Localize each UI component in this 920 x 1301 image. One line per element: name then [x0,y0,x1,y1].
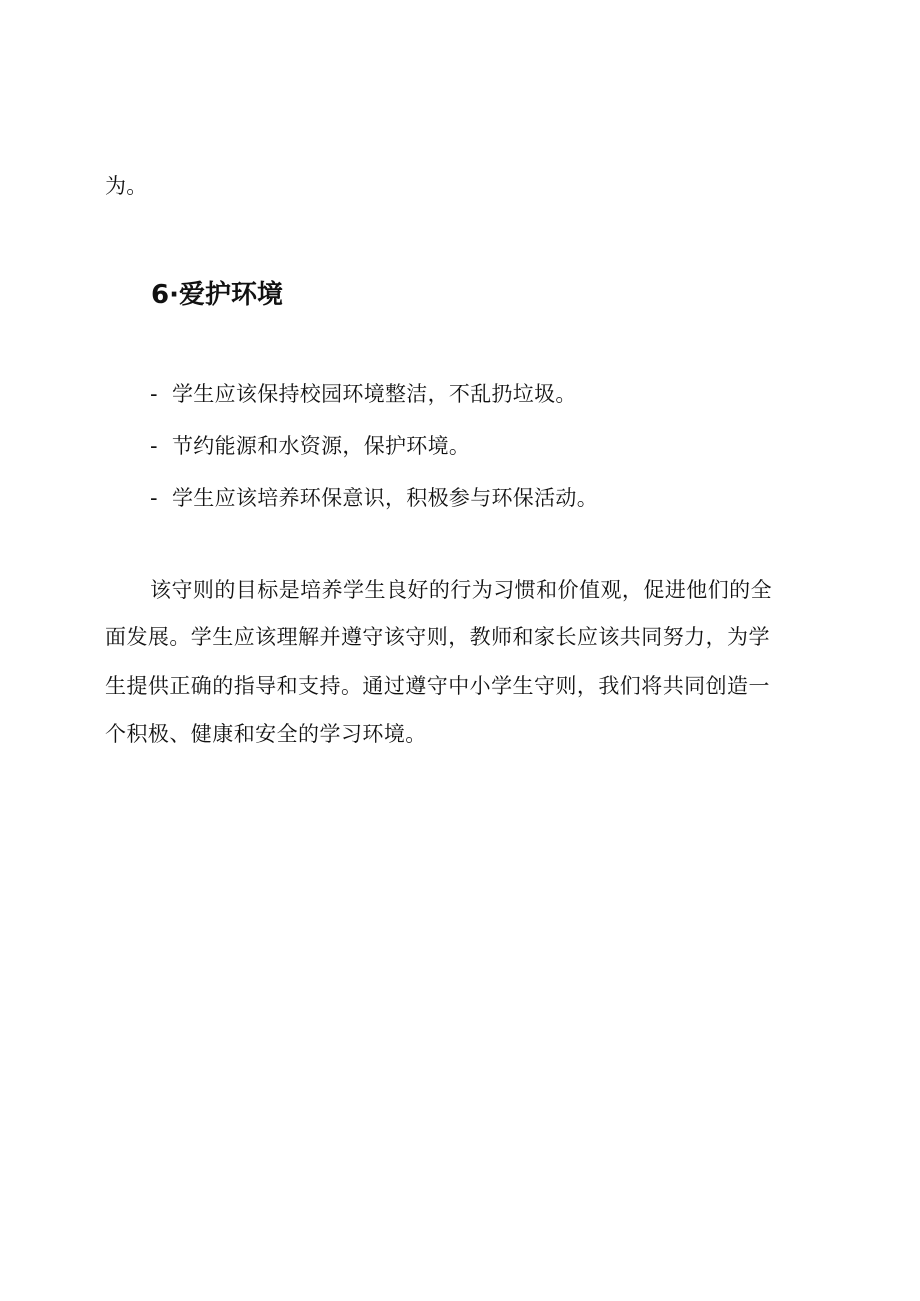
paragraph-line: 面发展。学生应该理解并遵守该守则，教师和家长应该共同努力，为学 [105,625,770,649]
paragraph-line: 生提供正确的指导和支持。通过遵守中小学生守则，我们将共同创造一 [105,674,770,698]
bullet-text: 学生应该培养环保意识，积极参与环保活动。 [172,486,598,510]
bullet-marker: - [150,486,158,510]
paragraph-line: 该守则的目标是培养学生良好的行为习惯和价值观，促进他们的全 [150,578,773,602]
continued-text: 为。 [105,174,148,198]
bullet-text: 节约能源和水资源，保护环境。 [172,434,471,458]
paragraph-line: 个积极、健康和安全的学习环境。 [105,722,427,746]
section-heading: 6·爱护环境 [151,280,283,310]
bullet-item [150,488,598,509]
bullet-marker: - [150,434,158,458]
bullet-item [150,384,577,405]
bullet-text: 学生应该保持校园环境整洁，不乱扔垃圾。 [172,382,577,406]
bullet-marker: - [150,382,158,406]
bullet-item [150,436,470,457]
